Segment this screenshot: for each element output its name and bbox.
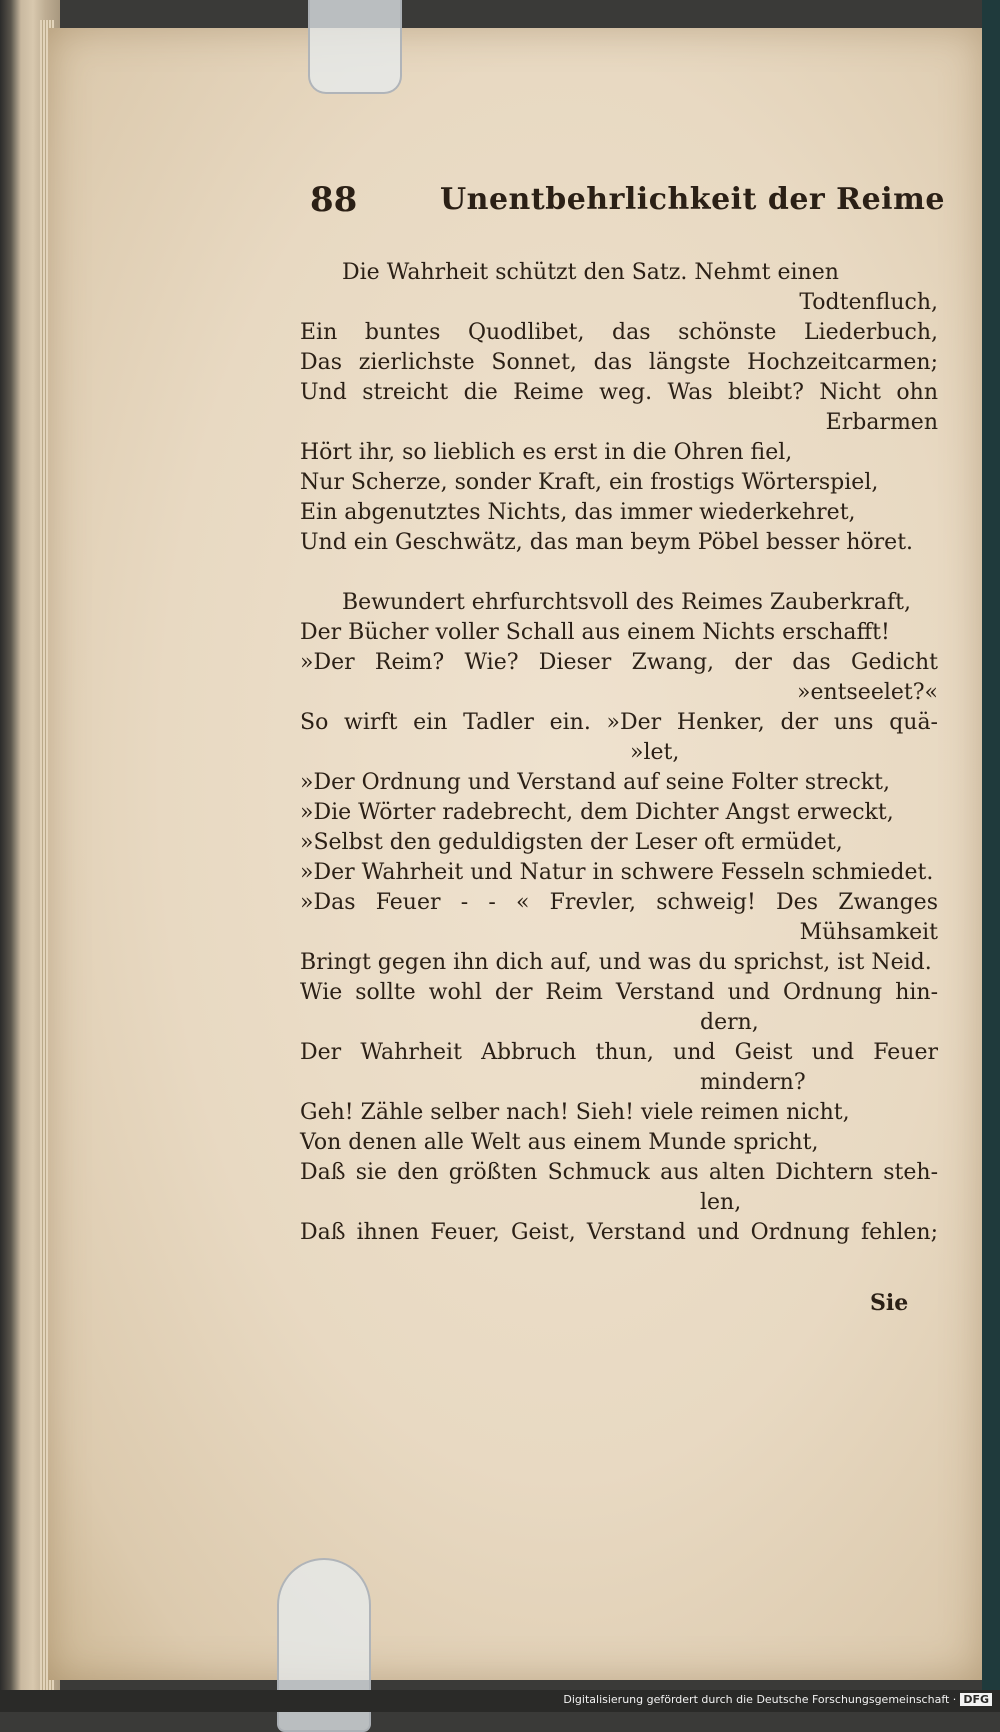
stanza-gap bbox=[300, 558, 938, 588]
poem-line: Nur Scherze, sonder Kraft, ein frostigs Wörterspiel, bbox=[300, 470, 879, 495]
poem-line: Ein abgenutztes Nichts, das immer wiederkehret, bbox=[300, 500, 856, 525]
poem-line: Erbarmen bbox=[825, 410, 938, 435]
poem-text-block bbox=[300, 258, 938, 1248]
funding-credit-text: Digitalisierung gefördert durch die Deutsche Forschungsgemeinschaft · bbox=[563, 1693, 957, 1706]
poem-line: mindern? bbox=[700, 1070, 806, 1095]
poem-line: Und streicht die Reime weg. Was bleibt? Nicht ohn bbox=[300, 380, 938, 405]
poem-line: Mühsamkeit bbox=[799, 920, 938, 945]
poem-line: »let, bbox=[630, 740, 680, 765]
poem-line: Daß sie den größten Schmuck aus alten Dichtern steh- bbox=[300, 1160, 938, 1185]
poem-line: len, bbox=[700, 1190, 742, 1215]
poem-line: »Das Feuer - - « Frevler, schweig! Des Zwanges bbox=[300, 890, 938, 915]
poem-line: Und ein Geschwätz, das man beym Pöbel besser höret. bbox=[300, 530, 914, 555]
poem-line: Der Bücher voller Schall aus einem Nichts erschafft! bbox=[300, 620, 890, 645]
poem-line: Geh! Zähle selber nach! Sieh! viele reimen nicht, bbox=[300, 1100, 850, 1125]
poem-line: Ein buntes Quodlibet, das schönste Liederbuch, bbox=[300, 320, 938, 345]
poem-line: Daß ihnen Feuer, Geist, Verstand und Ordnung fehlen; bbox=[300, 1220, 938, 1245]
poem-line: Bringt gegen ihn dich auf, und was du sprichst, ist Neid. bbox=[300, 950, 932, 975]
book-cover-edge bbox=[982, 0, 1000, 1712]
page-number: 88 bbox=[310, 180, 358, 220]
poem-line: Der Wahrheit Abbruch thun, und Geist und Feuer bbox=[300, 1040, 938, 1065]
poem-line: Wie sollte wohl der Reim Verstand und Ordnung hin- bbox=[300, 980, 938, 1005]
poem-line: »Der Reim? Wie? Dieser Zwang, der das Gedicht bbox=[300, 650, 938, 675]
poem-line: »Der Ordnung und Verstand auf seine Folter streckt, bbox=[300, 770, 890, 795]
catchword: Sie bbox=[870, 1290, 909, 1316]
dfg-logo-icon: DFG bbox=[960, 1693, 992, 1706]
poem-line: »entseelet?« bbox=[797, 680, 938, 705]
running-title: Unentbehrlichkeit der Reime bbox=[440, 182, 945, 217]
poem-line: Bewundert ehrfurchtsvoll des Reimes Zauberkraft, bbox=[342, 590, 912, 615]
poem-line: »Der Wahrheit und Natur in schwere Fesseln schmiedet. bbox=[300, 860, 934, 885]
poem-line: »Die Wörter radebrecht, dem Dichter Angst erweckt, bbox=[300, 800, 894, 825]
poem-line: Das zierlichste Sonnet, das längste Hochzeitcarmen; bbox=[300, 350, 938, 375]
poem-line: Hört ihr, so lieblich es erst in die Ohren fiel, bbox=[300, 440, 793, 465]
poem-line: So wirft ein Tadler ein. »Der Henker, der uns quä- bbox=[300, 710, 938, 735]
funding-credit bbox=[563, 1693, 992, 1706]
poem-line: dern, bbox=[700, 1010, 759, 1035]
page-holder-clip-top bbox=[308, 0, 402, 94]
poem-line: Die Wahrheit schützt den Satz. Nehmt einen bbox=[342, 260, 839, 285]
poem-line: »Selbst den geduldigsten der Leser oft ermüdet, bbox=[300, 830, 843, 855]
page-header bbox=[310, 180, 1000, 230]
poem-line: Todtenfluch, bbox=[799, 290, 938, 315]
poem-line: Von denen alle Welt aus einem Munde spricht, bbox=[300, 1130, 819, 1155]
